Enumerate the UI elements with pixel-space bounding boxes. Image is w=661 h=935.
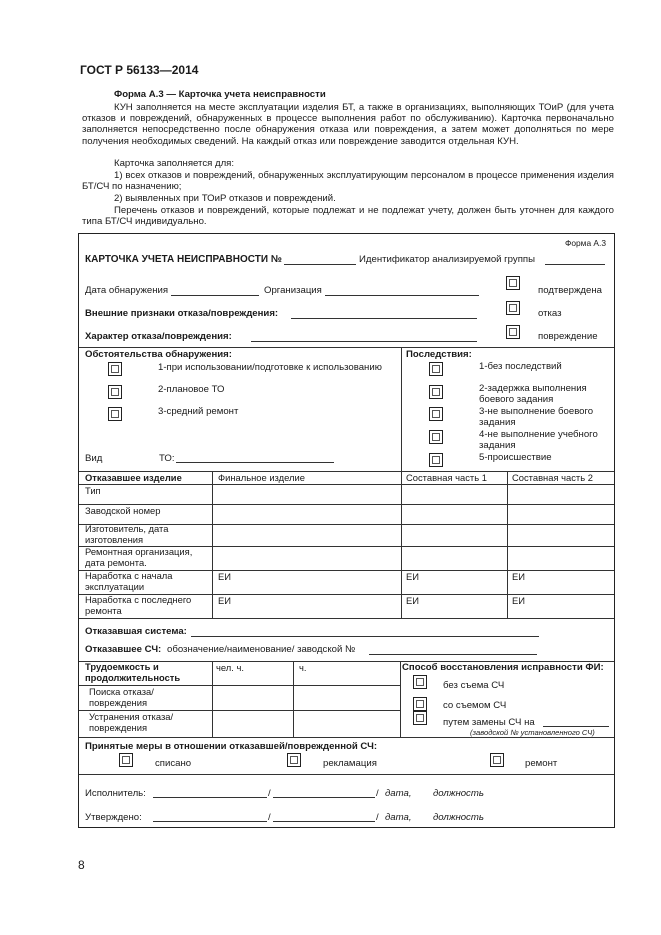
- circ-item-1: 1-при использовании/подготовке к использованию: [158, 362, 382, 373]
- executor-separator-2: /: [376, 788, 379, 799]
- executor-label: Исполнитель:: [85, 788, 146, 799]
- approved-separator-2: /: [376, 812, 379, 823]
- org-label: Организация: [264, 285, 322, 296]
- org-line[interactable]: [325, 295, 479, 296]
- table-header-part-2: Составная часть 2: [512, 472, 593, 483]
- restore-replacement-line[interactable]: [543, 726, 609, 727]
- approved-signature-line[interactable]: [273, 821, 375, 822]
- measures-title: Принятые меры в отношении отказавшей/поврежденной СЧ:: [85, 741, 378, 752]
- ei-part1-1: ЕИ: [406, 571, 419, 582]
- circ-checkbox-1[interactable]: [108, 362, 122, 376]
- circ-checkbox-3[interactable]: [108, 407, 122, 421]
- ei-part2-1: ЕИ: [512, 571, 525, 582]
- restore-checkbox-2[interactable]: [413, 697, 427, 711]
- ei-part1-2: ЕИ: [406, 595, 419, 606]
- cons-checkbox-5[interactable]: [429, 453, 443, 467]
- measures-option-1: списано: [155, 758, 192, 769]
- identifier-label: Идентификатор анализируемой группы: [359, 254, 535, 265]
- circ-item-2: 2-плановое ТО: [158, 384, 225, 395]
- signs-line[interactable]: [291, 318, 477, 319]
- card-form-label: Форма А.3: [565, 238, 606, 248]
- measures-checkbox-2[interactable]: [287, 753, 301, 767]
- approved-name-line[interactable]: [153, 821, 267, 822]
- table-row-runtime-start: Наработка с начала эксплуатации: [85, 570, 173, 592]
- view-label: Вид: [85, 453, 103, 464]
- executor-position: должность: [433, 788, 484, 799]
- card-number-line[interactable]: [284, 264, 356, 265]
- circ-item-3: 3-средний ремонт: [158, 406, 239, 417]
- table-row-runtime-repair: Наработка с последнего ремонта: [85, 594, 192, 616]
- cons-item-3: 3-не выполнение боевого: [479, 406, 594, 417]
- restore-option-3: путем замены СЧ на: [443, 717, 535, 728]
- executor-date: дата,: [385, 788, 412, 799]
- labor-title: Трудоемкость и продолжительность: [85, 661, 181, 683]
- cons-checkbox-4[interactable]: [429, 430, 443, 444]
- measures-option-2: рекламация: [323, 758, 377, 769]
- approved-position: должность: [433, 812, 484, 823]
- system-line[interactable]: [191, 636, 539, 637]
- labor-search: Поиска отказа/повреждения: [89, 686, 154, 708]
- ei-final-1: ЕИ: [218, 571, 231, 582]
- intro-paragraph-3: 1) всех отказов и повреждений, обнаруженных эксплуатирующим персоналом в процессе применения изделия БТ/СЧ по назначению;: [82, 170, 614, 193]
- restore-title: Способ восстановления исправности ФИ:: [402, 662, 604, 673]
- restore-checkbox-3[interactable]: [413, 711, 427, 725]
- system-label: Отказавшая система:: [85, 626, 187, 637]
- approved-label: Утверждено:: [85, 812, 142, 823]
- intro-paragraph-5: Перечень отказов и повреждений, которые подлежат и не подлежат учету, должен быть уточнен для каждого типа БТ/СЧ индивидуально.: [82, 205, 614, 228]
- restore-option-2: со съемом СЧ: [443, 700, 507, 711]
- circ-checkbox-2[interactable]: [108, 385, 122, 399]
- cons-checkbox-3[interactable]: [429, 407, 443, 421]
- cons-item-2-cont: боевого задания: [479, 394, 554, 405]
- executor-separator-1: /: [268, 788, 271, 799]
- table-row-serial: Заводской номер: [85, 505, 161, 516]
- table-row-manufacturer: Изготовитель, дата изготовления: [85, 523, 169, 545]
- cons-checkbox-2[interactable]: [429, 385, 443, 399]
- intro-paragraph-4: 2) выявленных при ТОиР отказов и повреждений.: [114, 193, 336, 204]
- failure-checkbox[interactable]: [506, 301, 520, 315]
- cons-item-1: 1-без последствий: [479, 361, 562, 372]
- damage-label: повреждение: [538, 331, 598, 342]
- circumstances-title: Обстоятельства обнаружения:: [85, 349, 232, 360]
- sch-label: Отказавшее СЧ:: [85, 644, 162, 655]
- date-label: Дата обнаружения: [85, 285, 169, 296]
- confirmed-checkbox[interactable]: [506, 276, 520, 290]
- executor-signature-line[interactable]: [273, 797, 375, 798]
- consequences-title: Последствия:: [406, 349, 472, 360]
- document-header: ГОСТ Р 56133—2014: [80, 63, 199, 77]
- cons-item-4: 4-не выполнение учебного: [479, 429, 598, 440]
- to-label: ТО:: [159, 453, 175, 464]
- intro-paragraph-1: КУН заполняется на месте эксплуатации изделия БТ, а также в организациях, выполняющих ТОиР (для учета отказов и повреждений, обнаруженных в процессе выполнения работ по обслуживанию). Карточка первоначально заполняется непосредственно после обнаружения отказа или повреждения, а затем может дополняться по мере получения необходимых сведений. На каждый отказ или повреждение заводится отдельная КУН.: [82, 102, 614, 147]
- card-title: КАРТОЧКА УЧЕТА НЕИСПРАВНОСТИ №: [85, 254, 282, 265]
- failure-label: отказ: [538, 308, 562, 319]
- labor-hours: ч.: [299, 662, 307, 673]
- cons-item-5: 5-происшествие: [479, 452, 552, 463]
- approved-separator-1: /: [268, 812, 271, 823]
- ei-final-2: ЕИ: [218, 595, 231, 606]
- labor-man-hours: чел. ч.: [216, 662, 244, 673]
- character-label: Характер отказа/повреждения:: [85, 331, 232, 342]
- cons-item-4-cont: задания: [479, 440, 516, 451]
- measures-checkbox-1[interactable]: [119, 753, 133, 767]
- signs-label: Внешние признаки отказа/повреждения:: [85, 308, 279, 319]
- table-header-failed-item: Отказавшее изделие: [85, 472, 182, 483]
- measures-option-3: ремонт: [525, 758, 558, 769]
- executor-name-line[interactable]: [153, 797, 267, 798]
- character-line[interactable]: [251, 341, 477, 342]
- fault-card: [78, 233, 615, 828]
- approved-date: дата,: [385, 812, 412, 823]
- table-row-repair-org: Ремонтная организация, дата ремонта.: [85, 546, 193, 568]
- labor-fix: Устранения отказа/повреждения: [89, 711, 174, 733]
- cons-item-2: 2-задержка выполнения: [479, 383, 587, 394]
- restore-checkbox-1[interactable]: [413, 675, 427, 689]
- intro-paragraph-2: Карточка заполняется для:: [114, 158, 235, 169]
- cons-item-3-cont: задания: [479, 417, 516, 428]
- ei-part2-2: ЕИ: [512, 595, 525, 606]
- damage-checkbox[interactable]: [506, 325, 520, 339]
- confirmed-label: подтверждена: [538, 285, 602, 296]
- sch-line[interactable]: [369, 654, 537, 655]
- table-header-final-item: Финальное изделие: [218, 472, 305, 483]
- cons-checkbox-1[interactable]: [429, 362, 443, 376]
- measures-checkbox-3[interactable]: [490, 753, 504, 767]
- sch-text: обозначение/наименование/ заводской №: [167, 644, 356, 655]
- table-row-type: Тип: [85, 485, 101, 496]
- to-line[interactable]: [176, 462, 334, 463]
- restore-note: (заводской № установленного СЧ): [470, 728, 595, 737]
- page-number: 8: [78, 858, 85, 872]
- form-title: Форма А.3 — Карточка учета неисправности: [114, 89, 326, 100]
- table-header-part-1: Составная часть 1: [406, 472, 487, 483]
- identifier-line[interactable]: [545, 264, 605, 265]
- date-line[interactable]: [171, 295, 259, 296]
- restore-option-1: без съема СЧ: [443, 680, 505, 691]
